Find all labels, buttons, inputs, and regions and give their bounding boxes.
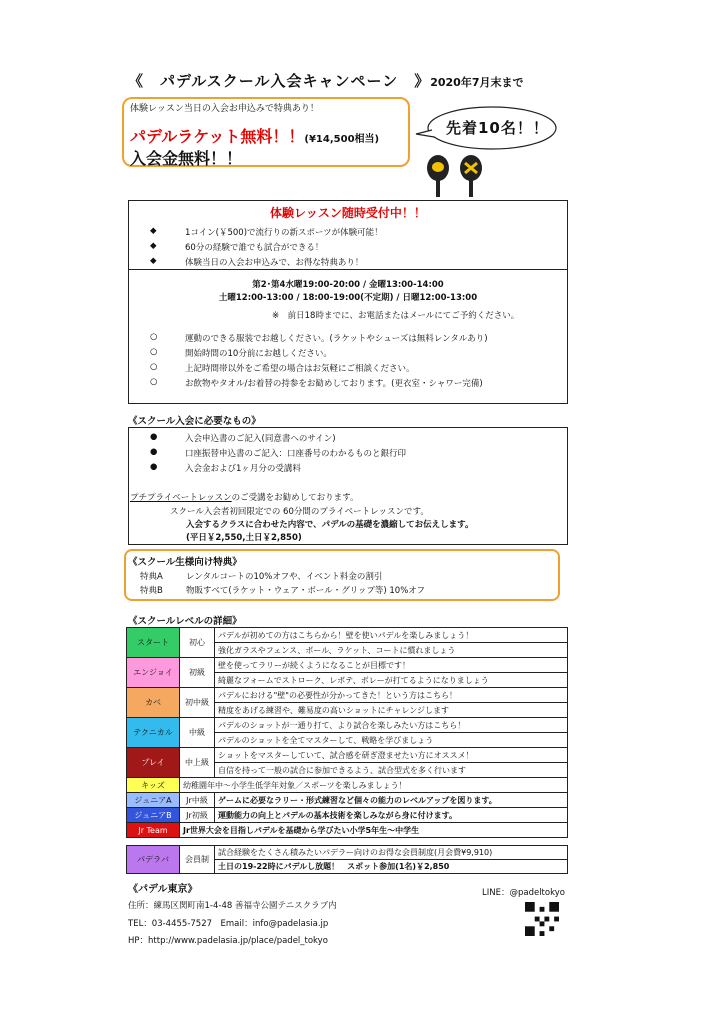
level-desc: 運動能力の向上とパデルの基本技術を楽しみながら身に付けます。 — [215, 808, 568, 823]
level-desc: Jr世界大会を目指しパデルを基礎から学びたい小学5年生～中学生 — [180, 823, 568, 838]
promo-racket — [130, 124, 379, 147]
level-grade: 初中級 — [180, 688, 215, 718]
level-desc: ゲームに必要なラリー・形式練習など個々の能力のレベルアップを図ります。 — [215, 793, 568, 808]
promo-racket-text: パデルラケット無料！！ — [130, 127, 305, 146]
level-desc: パデルにおける"壁"の必要性が分かってきた！という方はこちら！ — [215, 688, 568, 703]
level-desc: 精度をあげる練習や、難易度の高いショットにチャレンジします — [215, 703, 568, 718]
bullet-icon: ◆ — [150, 226, 157, 236]
member-grade: 会員制 — [180, 846, 215, 874]
trial-bullet: 1コイン(￥500)で流行りの新スポーツが体験可能！ — [185, 228, 383, 238]
level-desc: 壁を使ってラリーが続くようになることが目標です！ — [215, 658, 568, 673]
table-row — [127, 793, 568, 808]
private-lesson-desc: スクール入会者初回限定での 60分間のプライベートレッスンです。 — [170, 507, 429, 517]
requirement-item: 口座振替申込書のご記入：口座番号のわかるものと銀行印 — [185, 449, 407, 459]
campaign-title: 《 パデルスクール入会キャンペーン 》 — [128, 72, 431, 90]
circle-bullet-icon: ○ — [150, 332, 158, 342]
private-lesson-link[interactable]: プチプライベートレッスン — [130, 493, 232, 503]
divider — [128, 269, 568, 270]
promo-subtitle: 体験レッスン当日の入会お申込みで特典あり！ — [130, 104, 319, 114]
private-lesson-price: (平日￥2,550,土日￥2,850) — [186, 533, 302, 543]
level-grade: 初心 — [180, 628, 215, 658]
level-desc: パデルのショットを全てマスターして、戦略を学びましょう — [215, 733, 568, 748]
member-name: パデラバ — [127, 846, 180, 874]
circle-bullet-icon: ○ — [150, 347, 158, 357]
bullet-icon: ◆ — [150, 256, 157, 266]
level-name: プレイ — [127, 748, 180, 778]
page-title — [128, 70, 523, 91]
requirement-item: 入会申込書のご記入(同意書へのサイン) — [185, 434, 336, 444]
levels-table — [126, 627, 568, 838]
schedule-line-2: 土曜12:00-13:00 / 18:00-19:00(不定期) / 日曜12:00-13:00 — [218, 293, 478, 303]
level-name: エンジョイ — [127, 658, 180, 688]
trial-note: 運動のできる服装でお越しください。(ラケットやシューズは無料レンタルあり) — [185, 334, 488, 344]
level-desc: ショットをマスターしていて、試合感を研ぎ澄ませたい方にオススメ！ — [215, 748, 568, 763]
benefit-b-label: 特典B — [140, 586, 163, 596]
padel-racket-icon — [425, 153, 451, 199]
qr-code-icon[interactable] — [525, 902, 559, 936]
trial-bullet: 60分の経験で誰でも試合ができる！ — [185, 243, 324, 253]
benefit-a-text: レンタルコートの10%オフや、イベント料金の割引 — [186, 572, 383, 582]
level-desc: 綺麗なフォームでストローク、レボテ、ボレーが打てるようになりましょう — [215, 673, 568, 688]
level-name: キッズ — [127, 778, 180, 793]
circle-bullet-icon: ○ — [150, 377, 158, 387]
footer-address: 住所：練馬区関町南1-4-48 善福寺公園テニスクラブ内 — [128, 901, 337, 911]
level-name: ジュニアB — [127, 808, 180, 823]
table-row — [127, 778, 568, 793]
trial-note: お飲物やタオル/お着替の持参をお勧めしております。(更衣室・シャワー完備) — [185, 379, 483, 389]
benefit-a-label: 特典A — [140, 572, 163, 582]
table-row — [127, 688, 568, 703]
trial-note: 開始時間の10分前にお越しください。 — [185, 349, 332, 359]
level-name: Jr Team — [127, 823, 180, 838]
padel-racket-icon — [458, 153, 484, 199]
table-row — [127, 658, 568, 673]
table-row — [127, 846, 568, 860]
level-desc: 自信を持って一般の試合に参加できるよう、試合型式を多く行います — [215, 763, 568, 778]
reservation-note: ※ 前日18時までに、お電話またはメールにてご予約ください。 — [272, 311, 520, 321]
table-row — [127, 628, 568, 643]
bullet-icon: ● — [150, 432, 158, 442]
private-lesson-rest: のご受講をお勧めしております。 — [231, 493, 359, 503]
private-lesson-content: 入会するクラスに合わせた内容で、パデルの基礎を濃縮してお伝えします。 — [186, 520, 474, 530]
bullet-icon: ● — [150, 462, 158, 472]
member-table — [126, 845, 568, 874]
footer-hp[interactable]: HP：http://www.padelasia.jp/place/padel_tokyo — [128, 936, 328, 946]
bullet-icon: ◆ — [150, 241, 157, 251]
level-grade: 初級 — [180, 658, 215, 688]
promo-fee: 入会金無料！！ — [130, 149, 243, 168]
private-lesson-lead — [130, 491, 359, 503]
table-row — [127, 748, 568, 763]
level-grade: 中上級 — [180, 748, 215, 778]
trial-note: 上記時間帯以外をご希望の場合はお気軽にご相談ください。 — [185, 364, 415, 374]
level-name: スタート — [127, 628, 180, 658]
level-desc: パデルが初めての方はこちらから！壁を使いパデルを楽しみましょう！ — [215, 628, 568, 643]
promo-racket-price: (¥14,500相当) — [304, 134, 380, 145]
requirements-title: 《スクール入会に必要なもの》 — [128, 416, 261, 427]
footer-title: 《パデル東京》 — [128, 884, 198, 895]
circle-bullet-icon: ○ — [150, 362, 158, 372]
level-desc: 強化ガラスやフェンス、ボール、ラケット、コートに慣れましょう — [215, 643, 568, 658]
level-name: ジュニアA — [127, 793, 180, 808]
trial-title: 体験レッスン随時受付中！！ — [270, 206, 426, 220]
benefits-title: 《スクール生様向け特典》 — [128, 557, 242, 568]
levels-title: 《スクールレベルの詳細》 — [128, 616, 242, 627]
table-row — [127, 718, 568, 733]
level-desc: パデルのショットが一通り打て、より試合を楽しみたい方はこちら！ — [215, 718, 568, 733]
requirement-item: 入会金および1ヶ月分の受講料 — [185, 464, 301, 474]
footer-contact: TEL：03-4455-7527 Email：info@padelasia.jp — [128, 919, 329, 929]
promo-limit: 先着10名！！ — [446, 119, 549, 137]
schedule-line-1: 第2･第4水曜19:00-20:00 / 金曜13:00-14:00 — [252, 280, 444, 290]
level-grade: Jr中級 — [180, 793, 215, 808]
level-name: カベ — [127, 688, 180, 718]
level-grade: Jr初級 — [180, 808, 215, 823]
campaign-deadline: 2020年7月末まで — [430, 76, 524, 89]
level-name: テクニカル — [127, 718, 180, 748]
trial-bullet: 体験当日の入会お申込みで、お得な特典あり！ — [185, 258, 364, 268]
table-row — [127, 823, 568, 838]
footer-line-id: LINE：@padeltokyo — [482, 888, 565, 898]
table-row — [127, 808, 568, 823]
benefit-b-text: 物販すべて(ラケット・ウェア・ボール・グリップ等) 10%オフ — [186, 586, 426, 596]
level-grade: 中級 — [180, 718, 215, 748]
bullet-icon: ● — [150, 447, 158, 457]
level-desc: 幼稚園年中～小学生低学年対象／スポーツを楽しみましょう！ — [180, 778, 568, 793]
member-line: 土日の19-22時にパデルし放題！ スポット参加(1名)￥2,850 — [215, 860, 568, 874]
member-line: 試合経験をたくさん積みたいパデラー向けのお得な会員制度(月会費¥9,910) — [215, 846, 568, 860]
